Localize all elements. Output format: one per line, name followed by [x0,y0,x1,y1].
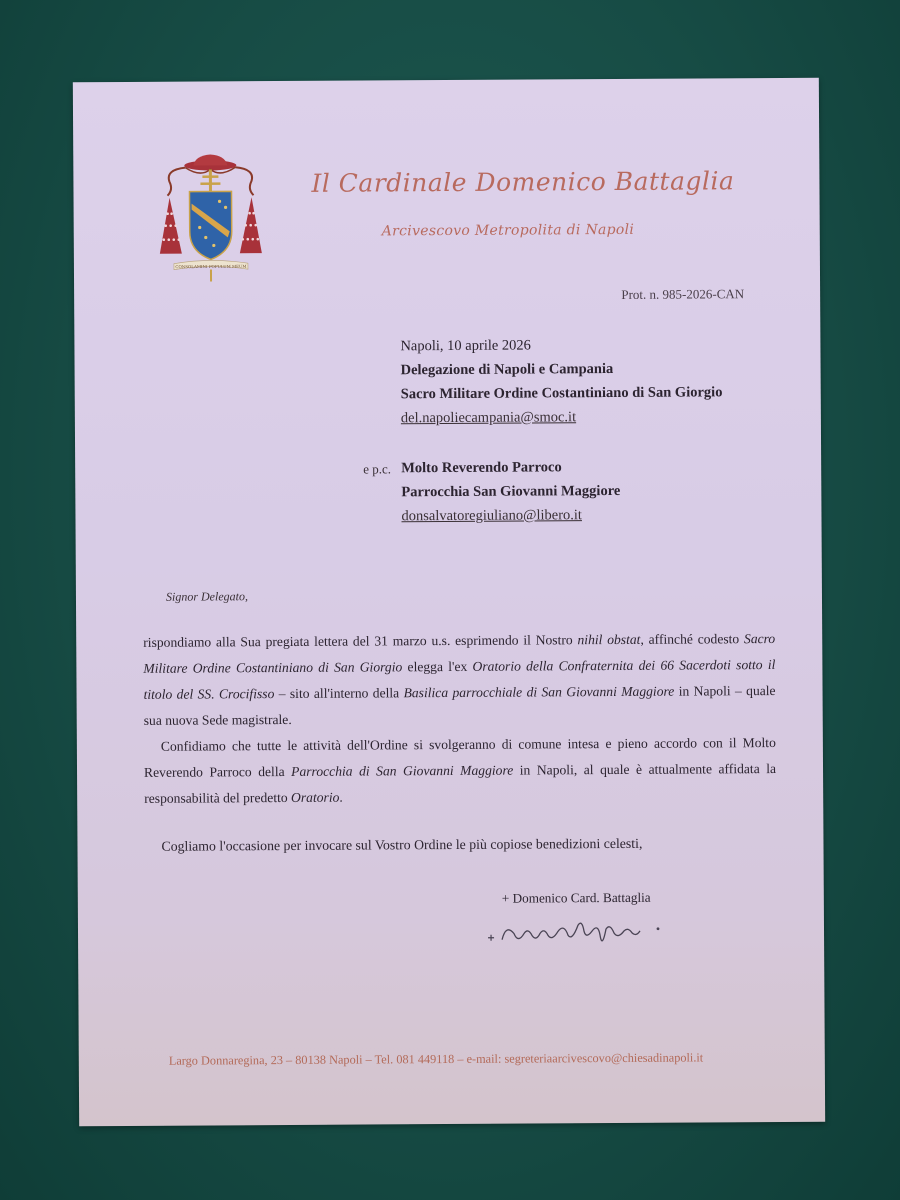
cc-line-2: Parrocchia San Giovanni Maggiore [401,482,621,501]
recipient-email-link[interactable]: del.napoliecampania@smoc.it [400,409,577,427]
body-paragraph-1: rispondiamo alla Sua pregiata lettera del 31 marzo u.s. esprimendo il Nostro nihil obstat, affinché codesto Sacro Militare Ordine Costantiniano di San Giorgio elegga l'ex Oratorio della Confraternita dei 66 Sacerdoti sotto il titolo del SS. Crocifisso – sito all'interno della Basilica parrocchiale di San Giovanni Maggiore in Napoli – quale sua nuova Sede magistrale. [143,631,776,728]
signer-name: + Domenico Card. Battaglia [501,889,651,906]
letter-body [143,626,776,812]
recipient-line-2: Sacro Militare Ordine Costantiniano di San Giorgio [400,384,723,403]
letterhead-subtitle: Arcivescovo Metropolita di Napoli [381,221,635,240]
handwritten-signature-icon [480,908,700,954]
cc-block [401,455,620,528]
cc-label: e p.c. [363,461,392,477]
letter-paper [73,78,825,1127]
protocol-number: Prot. n. 985-2026-CAN [621,286,745,302]
letterhead-title: Il Cardinale Domenico Battaglia [311,166,735,198]
place-date: Napoli, 10 aprile 2026 [400,337,531,355]
letterhead-footer: Largo Donnaregina, 23 – 80138 Napoli – Tel. 081 449118 – e-mail: segreteriaarcivescovo@chiesadinapoli.it [168,1050,704,1068]
recipient-block [400,332,722,430]
salutation: Signor Delegato, [165,589,249,604]
body-paragraph-2: Confidiamo che tutte le attività dell'Ordine si svolgeranno di comune intesa e pieno accordo con il Molto Reverendo Parroco della Parrocchia di San Giovanni Maggiore in Napoli, al quale è attualmente affidata la responsabilità del predetto Oratorio. [143,735,777,806]
closing-line: Cogliamo l'occasione per invocare sul Vostro Ordine le più copiose benedizioni celesti, [161,835,643,854]
cc-email-link[interactable]: donsalvatoregiuliano@libero.it [401,507,582,525]
cc-line-1: Molto Reverendo Parroco [401,459,562,477]
coat-of-arms-icon [155,151,266,287]
svg-text:CONSOLAMINI POPULUM MEUM: CONSOLAMINI POPULUM MEUM [175,263,247,270]
recipient-line-1: Delegazione di Napoli e Campania [400,360,614,379]
